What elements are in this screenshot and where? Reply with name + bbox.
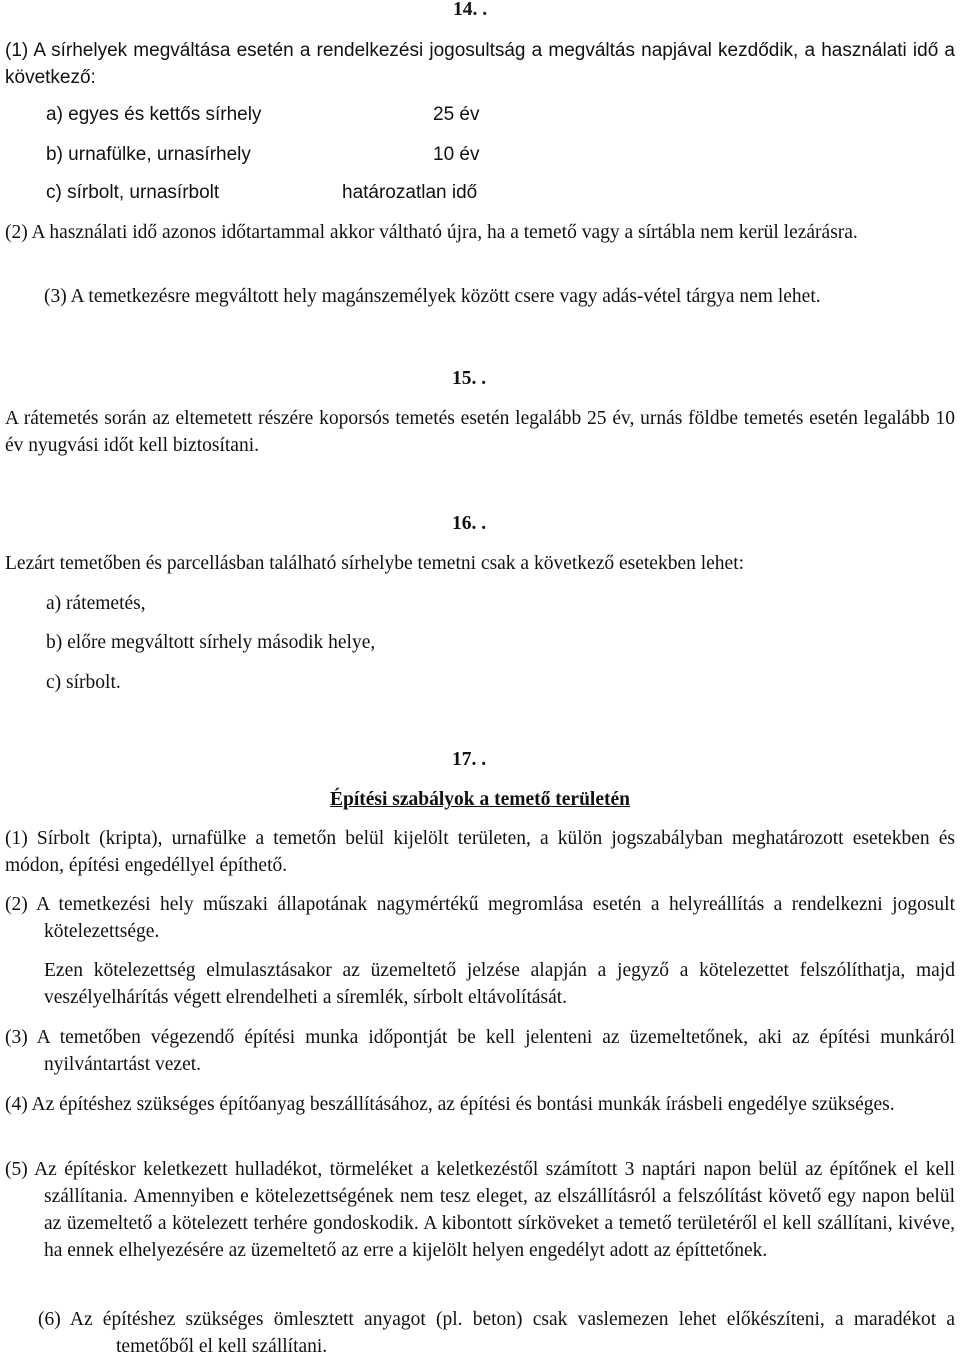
section-15-heading: 15. .: [452, 368, 487, 389]
usage-item-b-label: b) urnafülke, urnasírhely: [46, 144, 251, 165]
section-16-item-a: a) rátemetés,: [46, 593, 146, 614]
section-14-heading: 14. .: [453, 0, 488, 20]
usage-item-b-value: 10 év: [433, 144, 480, 165]
usage-item-a-label: a) egyes és kettős sírhely: [46, 104, 262, 125]
section-17-title: Építési szabályok a temető területén: [329, 789, 631, 810]
section-16-item-b: b) előre megváltott sírhely második helye,: [46, 632, 376, 653]
section-17-paragraph-2: (2) A temetkezési hely műszaki állapotának nagymértékű megromlása esetén a helyreállítás a rendelkezni jogosult kötelezettsége.: [5, 894, 955, 942]
section-17-paragraph-2b: Ezen kötelezettség elmulasztásakor az üzemeltető jelzése alapján a jegyző a kötelezettet felszólíthatja, majd veszélyelhárítás végett elrendelheti a síremlék, sírbolt eltávolítását.: [44, 960, 955, 1008]
section-16-item-c: c) sírbolt.: [46, 672, 121, 693]
usage-item-a-value: 25 év: [433, 104, 480, 125]
section-14-paragraph-2: (2) A használati idő azonos időtartammal akkor váltható újra, ha a temető vagy a sírtábla nem kerül lezárásra.: [5, 222, 858, 243]
section-16-heading: 16. .: [452, 513, 487, 534]
section-17-paragraph-5: (5) Az építéskor keletkezett hulladékot, törmeléket a keletkezéstől számított 3 naptári napon belül az építőnek el kell szállítania. Amennyiben e kötelezettségének nem tesz eleget, az elszállításról a felszólítást követő egy napon belül az üzemeltető a kötelezett terhére gondoskodik. A kibontott sírköveket a temető területéről el kell szállítani, kivéve, ha ennek elhelyezésére az üzemeltető az erre a kijelölt helyen engedélyt adott az építtetőnek.: [5, 1159, 955, 1261]
section-17-paragraph-3: (3) A temetőben végezendő építési munka időpontját be kell jelenteni az üzemeltetőnek, aki az építési munkáról nyilvántartást vezet.: [5, 1027, 955, 1075]
section-16-paragraph: Lezárt temetőben és parcellásban található sírhelybe temetni csak a következő esetekben lehet:: [5, 553, 745, 574]
section-17-paragraph-6: (6) Az építéshez szükséges ömlesztett anyagot (pl. beton) csak vaslemezen lehet előkészíteni, a maradékot a temetőből el kell szállítani.: [38, 1309, 955, 1357]
usage-item-c-value: határozatlan idő: [342, 182, 478, 203]
section-14-paragraph-3: (3) A temetkezésre megváltott hely magánszemélyek között csere vagy adás-vétel tárgya nem lehet.: [44, 286, 821, 307]
section-15-paragraph: A rátemetés során az eltemetett részére koporsós temetés esetén legalább 25 év, urnás földbe temetés esetén legalább 10 év nyugvási időt kell biztosítani.: [5, 408, 955, 456]
section-17-paragraph-4: (4) Az építéshez szükséges építőanyag beszállításához, az építési és bontási munkák írásbeli engedélye szükséges.: [5, 1094, 895, 1115]
usage-item-c-label: c) sírbolt, urnasírbolt: [46, 182, 220, 203]
section-17-paragraph-1: (1) Sírbolt (kripta), urnafülke a temetőn belül kijelölt területen, a külön jogszabályban meghatározott esetekben és módon, építési engedéllyel építhető.: [5, 828, 955, 876]
section-17-heading: 17. .: [452, 749, 487, 770]
section-14-paragraph-1: (1) A sírhelyek megváltása esetén a rendelkezési jogosultság a megváltás napjával kezdődik, a használati idő a következő:: [5, 40, 955, 88]
